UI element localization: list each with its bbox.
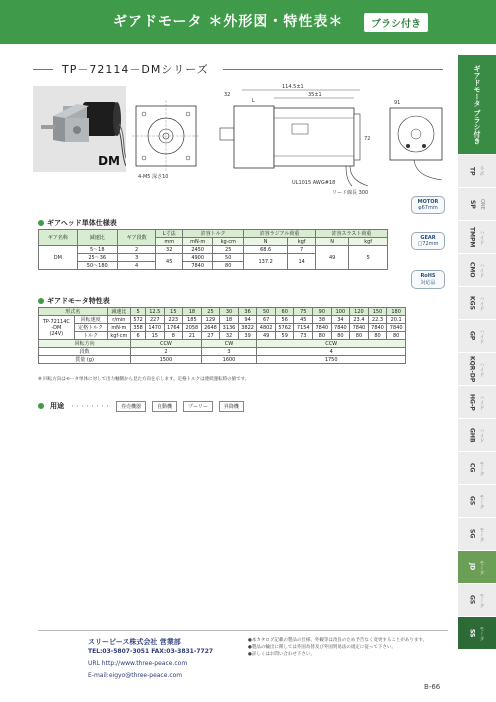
- lead-wire-note: UL1015 AWG#18: [292, 180, 336, 186]
- usage-label: 用途: [50, 402, 64, 410]
- usage-row: [38, 400, 244, 412]
- footer-divider: [38, 630, 448, 631]
- table-row: 定格トルク mN·m 358 1470 1764 2058 2648 3136 3822 4802 5762 7154 7840 7840 7840 7840 7840: [39, 324, 406, 332]
- table-row: 質量 (g) 1500 1600 1750: [39, 356, 406, 364]
- category-sidebar: [458, 55, 496, 641]
- usage-leader: ・・・・・・・・: [70, 403, 111, 410]
- page-number: B-66: [424, 683, 441, 691]
- sidebar-active-category[interactable]: ギアドモータ ブラシ付き: [458, 55, 496, 155]
- contact-phone: TEL:03-5807-3051 FAX:03-3831-7727: [88, 648, 214, 655]
- company-name: スリーピース株式会社 営業部: [88, 638, 181, 646]
- gear-spec-table: ギア名称 減速比 ギア段数 L寸法 許容トルク 許容ラジアル荷重 許容スラスト荷重 mm mN·m kg·cm N kgf N kgf DM 5～18 2 32 2450 25 68.6 7 49 5 25～36 3 45 4900 50 137.2 14 50～180 4 7840 80: [38, 229, 388, 270]
- motor-table-heading: ギアドモータ特性表: [38, 296, 110, 306]
- sidebar-tab[interactable]: GS モータ: [458, 584, 496, 617]
- table-footnote: ※ 回転方向はモータ単体に対して出力軸側から見た方向を示します。定格トルクは連続運転時の値です。: [38, 377, 250, 382]
- sidebar-tab[interactable]: GS モータ: [458, 485, 496, 518]
- sidebar-tab[interactable]: TMPM ハイド: [458, 221, 496, 254]
- sidebar-tab[interactable]: TP ラボ: [458, 155, 496, 188]
- series-title: TP－72114－DMシリーズ: [62, 63, 209, 76]
- table-row: 段数 2 3 4: [39, 348, 406, 356]
- motor-spec-table: 形式名 減速比 5 12.5 15 18 25 30 36 50 60 75 90 100 120 150 180 TP-72114C -DM (24V) 回転速度 r/min 572 227 223 185 129 18 94 67 56 45 38 34 23.4 22.3 20.1 定格トルク mN·m 358 1470 1764 2058 2648 3136 3822 4802 5762 7154 7840 7840 7840 7840 7840 トルク kgf·cm 6 15 8 21 27 32 39 49 59 73 80 80 80 80 80 回転方向 CCW CW CCW 段数 2 3 4 質量 (g) 1500 1600 1750: [38, 307, 406, 364]
- height-dim: 72: [364, 136, 371, 142]
- sidebar-tab[interactable]: CMO ハイド: [458, 254, 496, 287]
- page-header: [0, 0, 496, 44]
- table-row: トルク kgf·cm 6 15 8 21 27 32 39 49 59 73 80 80 80 80 80: [39, 332, 406, 340]
- table-row: TP-72114C -DM (24V) 回転速度 r/min 572 227 223 185 129 18 94 67 56 45 38 34 23.4 22.3 20.1: [39, 316, 406, 324]
- overall-length-dim: 114.5±1: [282, 84, 304, 90]
- sidebar-tab[interactable]: GHB ハイド: [458, 419, 496, 452]
- series-rule-right: [223, 69, 443, 70]
- bullet-icon: [38, 298, 44, 304]
- usage-tag: 自動機: [152, 401, 177, 412]
- series-rule-left: [33, 69, 53, 70]
- table-row: 回転方向 CCW CW CCW: [39, 340, 406, 348]
- bullet-icon: [38, 403, 44, 409]
- gear-size-note: GEAR □72mm: [411, 232, 445, 250]
- brush-badge: ブラシ付き: [364, 13, 428, 32]
- rear-width-dim: 91: [394, 100, 401, 106]
- usage-tag: プーリー: [183, 401, 213, 412]
- mount-hole-note: 4-M5 深さ10: [138, 174, 169, 180]
- footer-notes: ●本カタログ記載の製品の仕様、外観等は改良のため予告なく変更することがあります。 ●製品の輸出に関しては外国為替及び外国貿易法の規定に従って下さい。 ●詳しくはお問い合わせ下さい。: [248, 638, 428, 657]
- page-title: ギアドモータ ＊外形図・特性表＊: [113, 14, 344, 30]
- gear-length-dim: L: [252, 98, 255, 104]
- rohs-note: RoHS 対応品: [411, 270, 445, 289]
- sidebar-tab[interactable]: KGS ハイド: [458, 287, 496, 320]
- sidebar-tab[interactable]: GP ハイド: [458, 320, 496, 353]
- product-photo: [33, 86, 126, 172]
- dimension-drawing: [132, 78, 452, 198]
- email-link[interactable]: E-mail:eigyo@three-peace.com: [88, 672, 183, 679]
- output-shaft: [220, 128, 234, 140]
- sidebar-tab-current[interactable]: JD モータ: [458, 551, 496, 584]
- table-row: 50～180 4 7840 80: [39, 262, 388, 270]
- sidebar-tab[interactable]: HG-P ハイド: [458, 386, 496, 419]
- sidebar-tab[interactable]: CG モータ: [458, 452, 496, 485]
- table-row: DM 5～18 2 32 2450 25 68.6 7 49 5: [39, 246, 388, 254]
- product-label: DM: [98, 154, 120, 168]
- sidebar-tab[interactable]: SG モータ: [458, 518, 496, 551]
- gear-side-view: [234, 106, 274, 168]
- gear-table-heading: ギアヘッド単体仕様表: [38, 218, 117, 228]
- usage-tag: 券売機器: [116, 401, 146, 412]
- motor-size-note: MOTOR φ67mm: [411, 196, 445, 214]
- lead-wire-length: リード線長 300: [332, 190, 369, 196]
- usage-tag: 昇降機: [219, 401, 244, 412]
- table-row: 25～36 3 45 4900 50 137.2 14: [39, 254, 388, 262]
- motor-body: [274, 108, 354, 166]
- bullet-icon: [38, 220, 44, 226]
- motor-length-dim: 35±1: [308, 92, 322, 98]
- shaft-dim: 32: [224, 92, 231, 98]
- sidebar-tab[interactable]: KQR-DP ハイド: [458, 353, 496, 386]
- sidebar-tab[interactable]: SS モータ: [458, 617, 496, 650]
- website-link[interactable]: URL http://www.three-peace.com: [88, 660, 188, 667]
- sidebar-tab[interactable]: SP ONE: [458, 188, 496, 221]
